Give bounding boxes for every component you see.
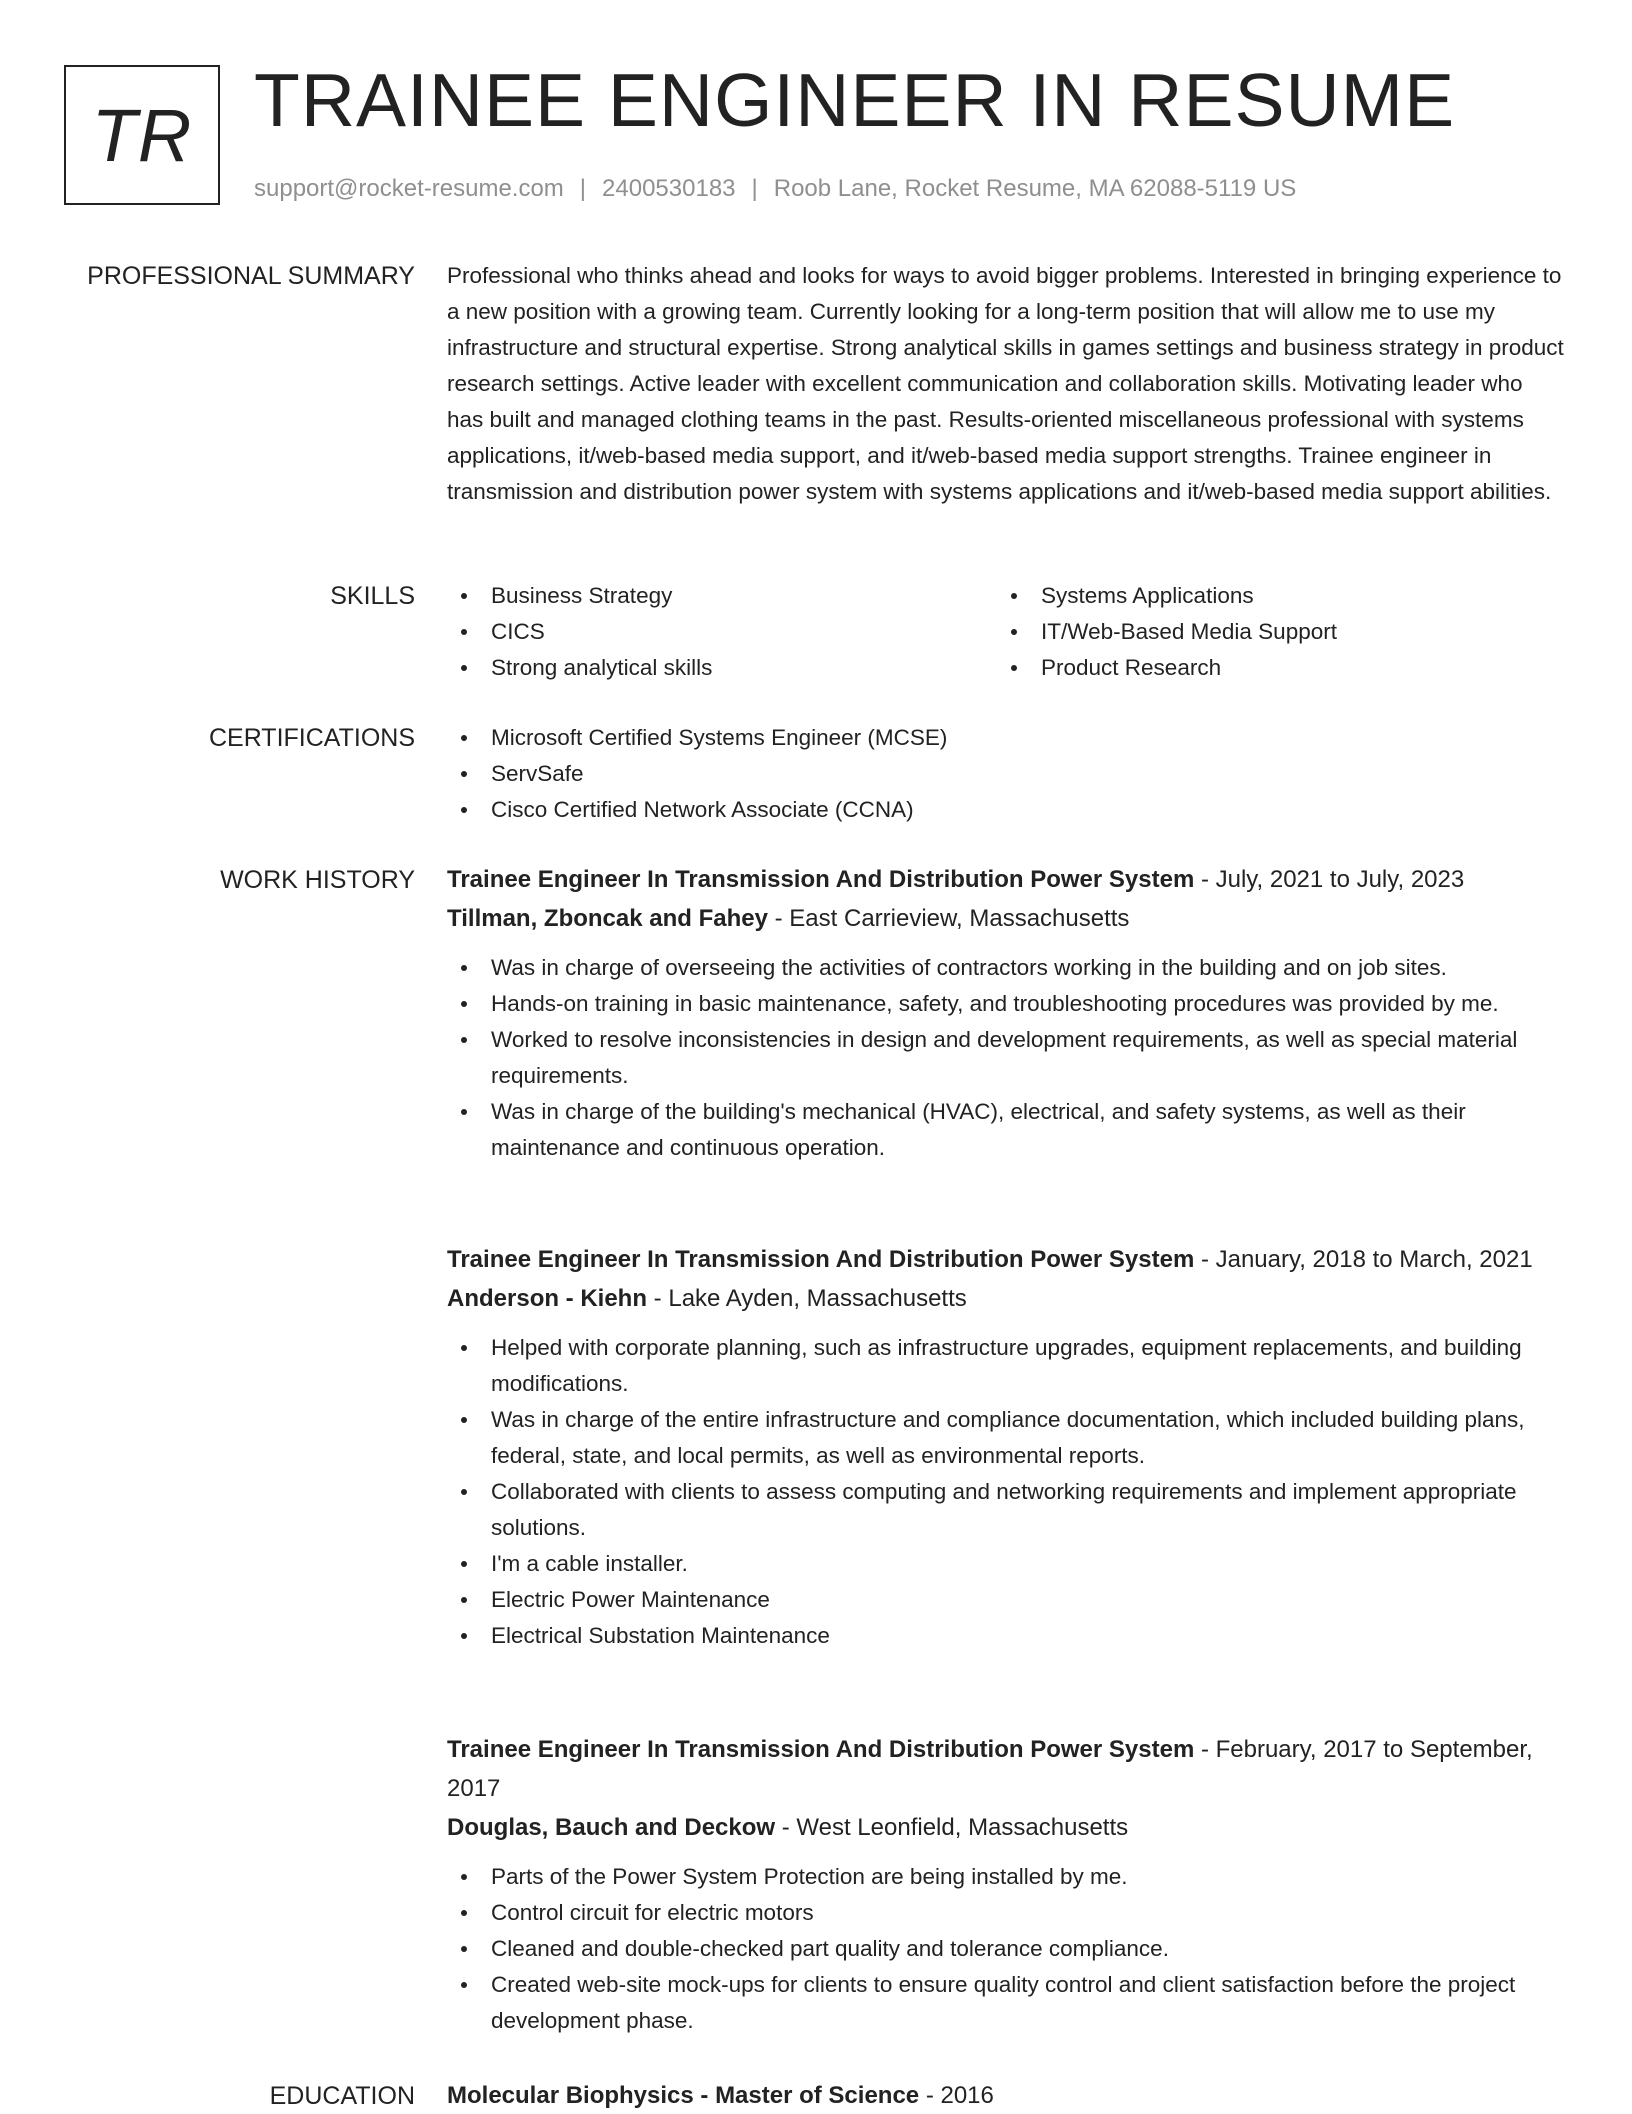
summary-heading: PROFESSIONAL SUMMARY	[87, 262, 415, 290]
skills-list-right	[997, 578, 1547, 686]
job-title	[447, 1730, 1565, 1808]
job-bullet: Helped with corporate planning, such as infrastructure upgrades, equipment replacements, and building modifications.	[447, 1330, 1565, 1402]
skill-item: CICS	[447, 614, 997, 650]
job-company	[447, 1808, 1565, 1847]
skills-list-left	[447, 578, 997, 686]
job-dates: - February, 2017 to September, 2017	[447, 1736, 1533, 1802]
job-entry	[447, 1240, 1565, 1654]
job-title	[447, 860, 1565, 899]
job-bullet: Was in charge of overseeing the activities of contractors working in the building and on job sites.	[447, 950, 1565, 986]
job-bullets	[447, 950, 1565, 1166]
skill-item: Business Strategy	[447, 578, 997, 614]
contact-separator: |	[751, 175, 758, 202]
job-bullet: Electric Power Maintenance	[447, 1582, 1565, 1618]
job-company	[447, 899, 1565, 938]
skill-item: Strong analytical skills	[447, 650, 997, 686]
address: Roob Lane, Rocket Resume, MA 62088-5119 US	[773, 175, 1297, 202]
job-bullet: Parts of the Power System Protection are being installed by me.	[447, 1859, 1565, 1895]
contact-line	[254, 175, 1296, 203]
job-bullet: Worked to resolve inconsistencies in design and development requirements, as well as special material requirements.	[447, 1022, 1565, 1094]
job-bullets	[447, 1859, 1565, 2039]
company-location: - Lake Ayden, Massachusetts	[647, 1285, 967, 1312]
job-bullet: Collaborated with clients to assess computing and networking requirements and implement appropriate solutions.	[447, 1474, 1565, 1546]
job-company	[447, 1279, 1565, 1318]
job-position: Trainee Engineer In Transmission And Distribution Power System	[447, 866, 1195, 893]
monogram-badge: TR	[64, 65, 220, 205]
company-name: Douglas, Bauch and Deckow	[447, 1814, 776, 1841]
job-title	[447, 1240, 1565, 1279]
job-position: Trainee Engineer In Transmission And Distribution Power System	[447, 1246, 1195, 1273]
certifications-list	[447, 720, 1565, 828]
skill-item: Systems Applications	[997, 578, 1547, 614]
skill-item: IT/Web-Based Media Support	[997, 614, 1547, 650]
job-bullet: Was in charge of the entire infrastructure and compliance documentation, which included building plans, federal, state, and local permits, as well as environmental reports.	[447, 1402, 1565, 1474]
certification-item: Microsoft Certified Systems Engineer (MCSE)	[447, 720, 1565, 756]
job-bullets	[447, 1330, 1565, 1654]
job-bullet: Electrical Substation Maintenance	[447, 1618, 1565, 1654]
job-bullet: Hands-on training in basic maintenance, safety, and troubleshooting procedures was provided by me.	[447, 986, 1565, 1022]
job-bullet: Was in charge of the building's mechanical (HVAC), electrical, and safety systems, as well as their maintenance and continuous operation.	[447, 1094, 1565, 1166]
company-location: - West Leonfield, Massachusetts	[775, 1814, 1129, 1841]
job-dates: - July, 2021 to July, 2023	[1194, 866, 1465, 893]
job-position: Trainee Engineer In Transmission And Distribution Power System	[447, 1736, 1195, 1763]
company-name: Tillman, Zboncak and Fahey	[447, 905, 768, 932]
certification-item: Cisco Certified Network Associate (CCNA)	[447, 792, 1565, 828]
phone-number: 2400530183	[602, 175, 736, 202]
resume-title: TRAINEE ENGINEER IN RESUME	[254, 58, 1456, 142]
job-bullet: Cleaned and double-checked part quality and tolerance compliance.	[447, 1931, 1565, 1967]
degree: Molecular Biophysics - Master of Science	[447, 2082, 920, 2109]
work-history-heading: WORK HISTORY	[220, 866, 415, 894]
job-entry	[447, 860, 1565, 1166]
job-entry	[447, 1730, 1565, 2039]
skill-item: Product Research	[997, 650, 1547, 686]
email-link[interactable]: support@rocket-resume.com	[254, 175, 564, 202]
education-entry	[447, 2078, 1565, 2114]
certification-item: ServSafe	[447, 756, 1565, 792]
summary-text: Professional who thinks ahead and looks for ways to avoid bigger problems. Interested in bringing experience to a new position with a growing team. Currently looking for a long-term position that will allow me to use my infrastructure and structural expertise. Strong analytical skills in games settings and business strategy in product research settings. Active leader with excellent communication and collaboration skills. Motivating leader who has built and managed clothing teams in the past. Results-oriented miscellaneous professional with systems applications, it/web-based media support, and it/web-based media support strengths. Trainee engineer in transmission and distribution power system with systems applications and it/web-based media support abilities.	[447, 263, 1564, 504]
contact-separator: |	[579, 175, 587, 202]
skills-heading: SKILLS	[330, 582, 415, 610]
graduation-year: - 2016	[919, 2082, 994, 2109]
education-heading: EDUCATION	[269, 2082, 415, 2110]
job-dates: - January, 2018 to March, 2021	[1194, 1246, 1533, 1273]
job-bullet: Created web-site mock-ups for clients to ensure quality control and client satisfaction before the project development phase.	[447, 1967, 1565, 2039]
job-bullet: I'm a cable installer.	[447, 1546, 1565, 1582]
company-location: - East Carrieview, Massachusetts	[767, 905, 1130, 932]
certifications-heading: CERTIFICATIONS	[208, 724, 415, 752]
company-name: Anderson - Kiehn	[447, 1285, 648, 1312]
job-bullet: Control circuit for electric motors	[447, 1895, 1565, 1931]
